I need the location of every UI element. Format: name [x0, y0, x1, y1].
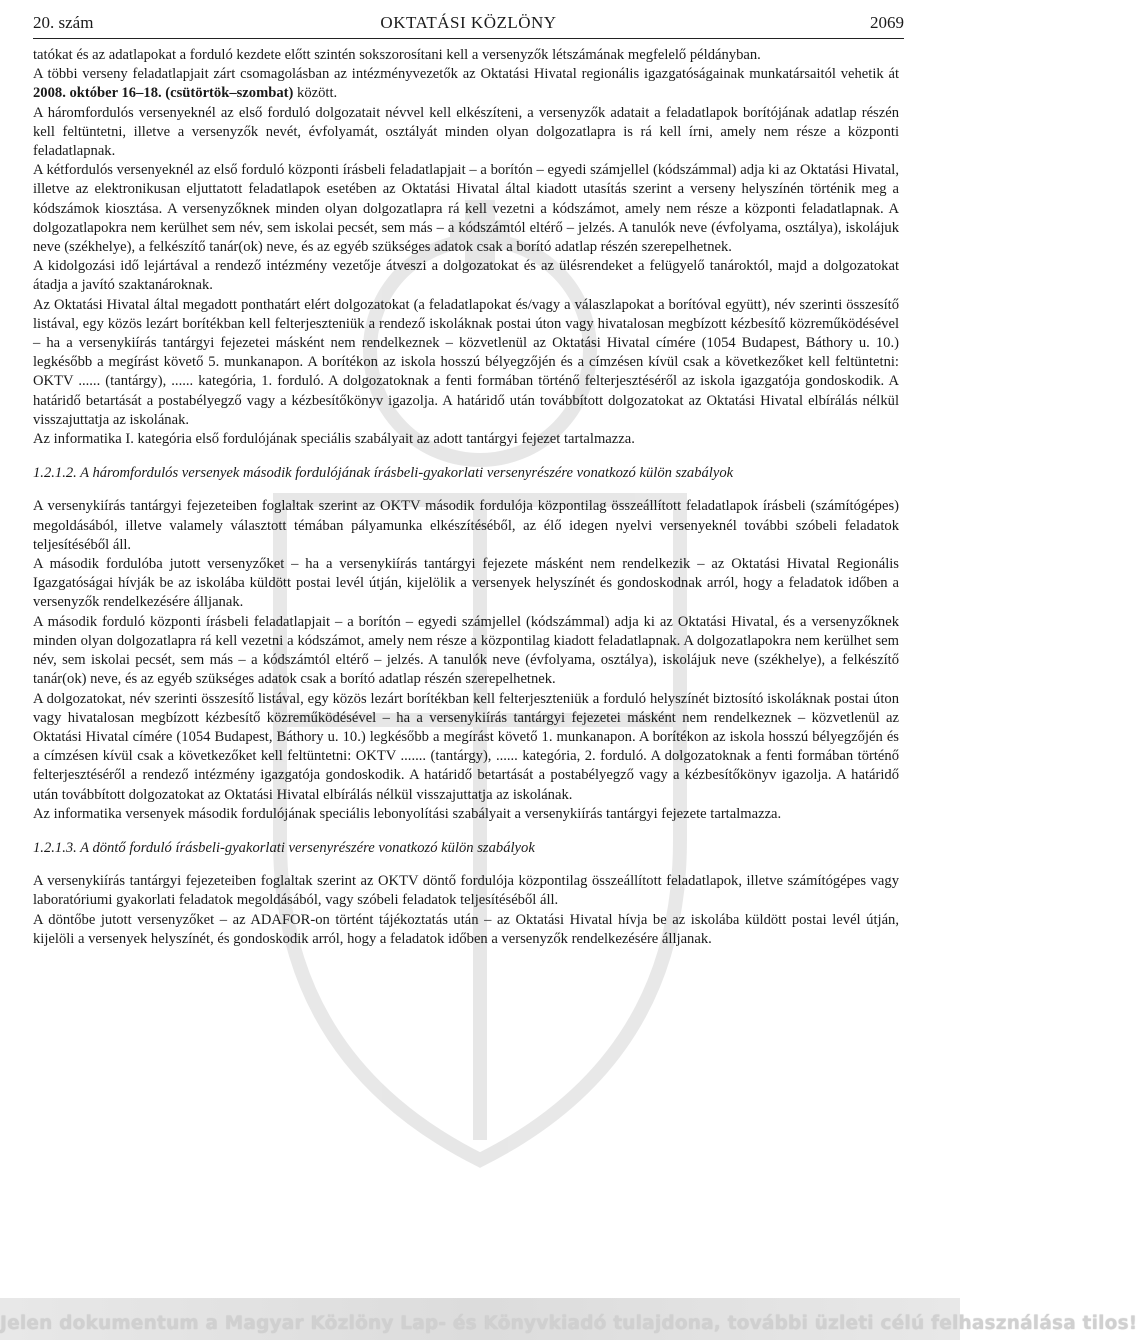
- paragraph: Az informatika I. kategória első fordulójának speciális szabályait az adott tantárgyi fejezet tartalmazza.: [33, 431, 635, 448]
- journal-title: OKTATÁSI KÖZLÖNY: [380, 13, 557, 32]
- paragraph: tatókat és az adatlapokat a forduló kezdete előtt szintén sokszorosítani kell a versenyzők létszámának megfelelő példányban.: [33, 47, 761, 63]
- section-heading: 1.2.1.3. A döntő forduló írásbeli-gyakorlati versenyrészére vonatkozó külön szabályok: [33, 839, 535, 856]
- paragraph: Az Oktatási Hivatal által megadott ponthatárt elért dolgozatokat (a feladatlapokat és/vagy a válaszlapokat a borítóval együtt), név szerinti összesítő listával, egy közös lezárt borítékban kell felterjeszteniük a rendező iskoláknak postai úton vagy hivatalosan megbízott kézbesítő közreműködésével – ha a versenykiírás tantárgyi fejezetei másként nem rendelkeznek – közvetlenül az Oktatási Hivatal címére (1054 Budapest, Báthory u. 10.) legkésőbb a megírást követő 5. munkanapon. A borítékon az iskola hosszú bélyegzőjén és a címzésen kívül csak a következőket kell feltüntetni: OKTV ...... (tantárgy), ...... kategória, 1. forduló. A dolgozatoknak a fenti formában történő felterjesztéséről az iskola igazgatója gondoskodik. A határidő betartását a postabélyegző vagy a kézbesítőkönyv igazolja. A határidő után továbbított dolgozatokat az Oktatási Hivatal elbírálás nélkül visszajuttatja az iskolának.: [33, 296, 899, 428]
- paragraph: A második forduló központi írásbeli feladatlapjait – a borítón – egyedi számjellel (kódszámmal) adja ki az Oktatási Hivatal, és a versenyzőknek minden olyan dolgozatlapra rá kell vezetni a kódszámot, amely nem része a központilag kiadott feladatlapnak. A dolgozatlapokra nem kerülhet sem név, sem iskolai pecsét, sem más – a kódszámtól eltérő – jelzés. A tanulók neve (évfolyama, osztálya), iskolájuk neve (székhelye), a felkészítő tanár(ok) neve, és az egyéb szükséges adatok csak a borító adatlap részén szerepelhetnek.: [33, 613, 899, 688]
- section-heading: 1.2.1.2. A háromfordulós versenyek második fordulójának írásbeli-gyakorlati versenyrészére vonatkozó külön szabályok: [33, 465, 734, 482]
- paragraph: A dolgozatokat, név szerinti összesítő listával, egy közös lezárt borítékban kell felterjeszteniük a forduló helyszínét biztosító iskoláknak postai úton vagy hivatalosan megbízott kézbesítő közreműködésével – ha a versenykiírás tantárgyi fejezetei másként nem rendelkeznek – közvetlenül az Oktatási Hivatal címére (1054 Budapest, Báthory u. 10.) legkésőbb a megírást követő 1. munkanapon. A borítékon az iskola hosszú bélyegzőjén és a címzésen kívül csak a következőket kell feltüntetni: OKTV ....... (tantárgy), ...... kategória, 2. forduló. A dolgozatoknak a fenti formában történő felterjesztéséről a rendező intézmény igazgatója gondoskodik. A határidő betartását a postabélyegző vagy a kézbesítőkönyv igazolja. A határidő után továbbított dolgozatokat az Oktatási Hivatal elbírálás nélkül visszajuttatja az iskolának.: [33, 690, 899, 803]
- page-number: 2069: [870, 13, 904, 32]
- paragraph: [33, 65, 899, 103]
- issue-number: 20. szám: [33, 13, 94, 32]
- paragraph: A kidolgozási idő lejártával a rendező intézmény vezetője átveszi a dolgozatokat és az ülésrendeket a felügyelő tanároktól, majd a dolgozatokat átadja a javító szaktanároknak.: [33, 258, 899, 294]
- paragraph: A háromfordulós versenyeknél az első forduló dolgozatait névvel kell elkészíteni, a versenyzők adatait a feladatlapok borítójának adatlap részén kell feltüntetni, illetve a versenyzők nevét, évfolyamát, osztályát minden olyan dolgozatlapra is rá kell írni, amely nem része a központi feladatlapnak.: [33, 104, 899, 160]
- paragraph: A második fordulóba jutott versenyzőket – ha a versenykiírás tantárgyi fejezete másként nem rendelkezik – az Oktatási Hivatal Regionális Igazgatóságai hívják be az iskolába küldött postai levél útján, kijelölik a versenyek helyszínét és gondoskodnak arról, hogy a feladatok időben a versenyzők rendelkezésére álljanak.: [33, 556, 899, 611]
- paragraph: Az informatika versenyek második fordulójának speciális lebonyolítási szabályait a versenykiírás tantárgyi fejezete tartalmazza.: [33, 805, 782, 822]
- paragraph: A versenykiírás tantárgyi fejezeteiben foglaltak szerint az OKTV második fordulója központilag összeállított feladatlapok írásbeli (számítógépes) megoldásából, illetve valamely választott témában pályamunka elkészítéséből, az élő idegen nyelvi versenyeknél további szóbeli feladatok teljesítéséből áll.: [33, 498, 899, 553]
- paragraph-text: A többi verseny feladatlapjait zárt csomagolásban az intézményvezetők az Oktatási Hivatal regionális igazgatóságainak munkatársaitól vehetik át: [33, 66, 899, 83]
- paragraph: A kétfordulós versenyeknél az első forduló központi írásbeli feladatlapjait – a borítón – egyedi számjellel (kódszámmal) adja ki az Oktatási Hivatal, illetve az elektronikusan eljuttatott feladatlapok esetében az Oktatási Hivatal által kiadott utasítás szerint a verseny helyszínén történik meg a kódszámok kiosztása. A versenyzőknek minden olyan dolgozatlapra rá kell vezetni a kódszámot, amely nem része a központi feladatlapnak. A dolgozatlapokra nem kerülhet sem név, sem iskolai pecsét, sem más – a kódszámtól eltérő – jelzés. A tanulók neve (évfolyama, osztálya), iskolájuk neve (székhelye), a felkészítő tanár(ok) neve, és az egyéb szükséges adatok csak a borító adatlap részén szerepelhetnek.: [33, 162, 899, 256]
- page-header: [33, 12, 904, 39]
- paragraph: A versenykiírás tantárgyi fejezeteiben foglaltak szerint az OKTV döntő fordulója központilag összeállított feladatlapok, illetve számítógépes vagy laboratóriumi gyakorlati feladatok megoldásából, vagy szóbeli feladatok teljesítéséből áll.: [33, 873, 899, 909]
- paragraph-text: között.: [293, 85, 338, 102]
- date-emphasis: 2008. október 16–18. (csütörtök–szombat): [33, 85, 294, 102]
- copyright-notice: Jelen dokumentum a Magyar Közlöny Lap- és Könyvkiadó tulajdona, további üzleti célú felhasználása tilos!: [0, 1313, 1137, 1334]
- document-body: [33, 46, 899, 949]
- paragraph: A döntőbe jutott versenyzőket – az ADAFOR-on történt tájékoztatás után – az Oktatási Hivatal hívja be az iskolába küldött postai levél útján, kijelöli a versenyek helyszínét, és gondoskodik arról, hogy a feladatok időben a versenyzők rendelkezésére álljanak.: [33, 911, 899, 947]
